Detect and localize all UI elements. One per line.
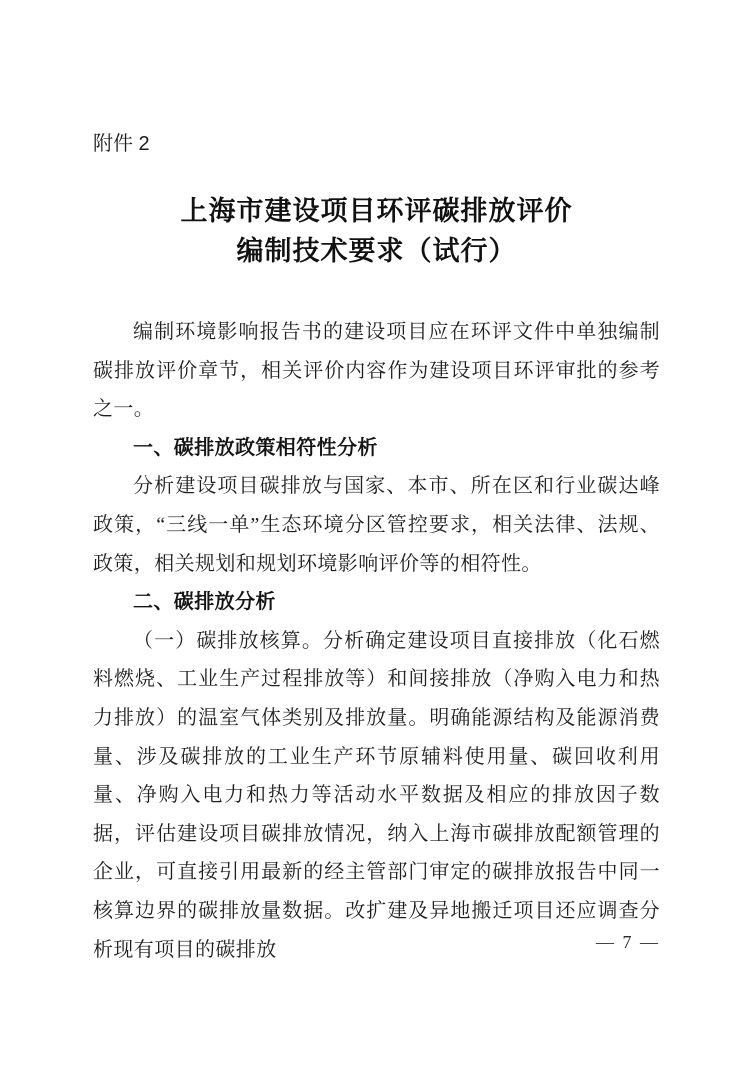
title-line-2: 编制技术要求（试行） (236, 236, 517, 266)
paragraph-emission-accounting: （一）碳排放核算。分析确定建设项目直接排放（化石燃料燃烧、工业生产过程排放等）和间接排放（净购入电力和热力排放）的温室气体类别及排放量。明确能源结构及能源消费量、涉及碳排放的工业生产环节原辅料使用量、碳回收利用量、净购入电力和热力等活动水平数据及相应的排放因子数据，评估建设项目碳排放情况，纳入上海市碳排放配额管理的企业，可直接引用最新的经主管部门审定的碳排放报告中同一核算边界的碳排放量数据。改扩建及异地搬迁项目还应调查分析现有项目的碳排放 (93, 629, 660, 961)
page-footer (596, 932, 660, 953)
paragraph-policy-analysis: 分析建设项目碳排放与国家、本市、所在区和行业碳达峰政策，“三线一单”生态环境分区管控要求，相关法律、法规、政策，相关规划和规划环境影响评价等的相符性。 (93, 475, 660, 575)
paragraph-intro: 编制环境影响报告书的建设项目应在环评文件中单独编制碳排放评价章节，相关评价内容作为建设项目环评审批的参考之一。 (93, 321, 660, 421)
page-number: — 7 — (596, 932, 660, 952)
document-title (93, 191, 660, 271)
attachment-label: 附件 2 (93, 133, 150, 155)
section-heading-policy-analysis: 一、碳排放政策相符性分析 (133, 436, 378, 459)
document-body (93, 313, 660, 969)
title-line-1: 上海市建设项目环评碳排放评价 (180, 196, 573, 226)
section-heading-emission-analysis: 二、碳排放分析 (133, 591, 276, 614)
